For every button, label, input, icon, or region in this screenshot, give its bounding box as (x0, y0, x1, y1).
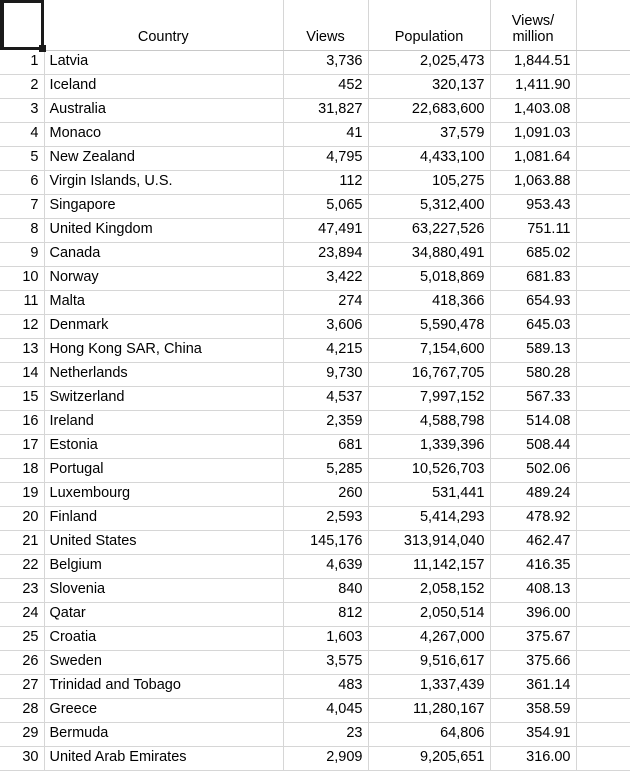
cell-blank[interactable] (576, 602, 630, 626)
header-cell-views-per-million[interactable] (490, 0, 576, 50)
cell-blank[interactable] (576, 722, 630, 746)
cell-country[interactable]: Latvia (44, 50, 283, 74)
cell-views-per-million[interactable]: 645.03 (490, 314, 576, 338)
table-row (0, 170, 630, 194)
table-row (0, 674, 630, 698)
cell-population[interactable]: 64,806 (368, 722, 490, 746)
table-row (0, 410, 630, 434)
header-row (0, 0, 630, 50)
cell-country[interactable]: Iceland (44, 74, 283, 98)
cell-views[interactable]: 4,215 (283, 338, 368, 362)
cell-views[interactable]: 47,491 (283, 218, 368, 242)
cell-blank[interactable] (576, 530, 630, 554)
cell-country[interactable]: Luxembourg (44, 482, 283, 506)
cell-population[interactable]: 63,227,526 (368, 218, 490, 242)
table-row (0, 242, 630, 266)
table-row (0, 506, 630, 530)
cell-views[interactable]: 1,603 (283, 626, 368, 650)
cell-views[interactable]: 31,827 (283, 98, 368, 122)
cell-row-number[interactable]: 24 (0, 602, 44, 626)
cell-blank[interactable] (576, 242, 630, 266)
cell-country[interactable]: Estonia (44, 434, 283, 458)
cell-country[interactable]: United Arab Emirates (44, 746, 283, 770)
cell-blank[interactable] (576, 674, 630, 698)
cell-views[interactable]: 2,593 (283, 506, 368, 530)
cell-views-per-million[interactable]: 589.13 (490, 338, 576, 362)
cell-blank[interactable] (576, 746, 630, 770)
cell-population[interactable]: 7,154,600 (368, 338, 490, 362)
cell-country[interactable]: Monaco (44, 122, 283, 146)
table-row (0, 74, 630, 98)
table-row (0, 314, 630, 338)
cell-population[interactable]: 4,433,100 (368, 146, 490, 170)
cell-row-number[interactable]: 26 (0, 650, 44, 674)
cell-views-per-million[interactable]: 508.44 (490, 434, 576, 458)
cell-views-per-million[interactable]: 751.11 (490, 218, 576, 242)
cell-views-per-million[interactable]: 489.24 (490, 482, 576, 506)
table-row (0, 458, 630, 482)
cell-views-per-million[interactable]: 1,403.08 (490, 98, 576, 122)
cell-views[interactable]: 23 (283, 722, 368, 746)
cell-blank[interactable] (576, 362, 630, 386)
cell-views-per-million[interactable]: 1,411.90 (490, 74, 576, 98)
cell-blank[interactable] (576, 434, 630, 458)
cell-row-number[interactable]: 30 (0, 746, 44, 770)
cell-row-number[interactable]: 14 (0, 362, 44, 386)
cell-row-number[interactable]: 13 (0, 338, 44, 362)
cell-row-number[interactable]: 6 (0, 170, 44, 194)
cell-views-per-million[interactable]: 514.08 (490, 410, 576, 434)
table-row (0, 338, 630, 362)
cell-population[interactable]: 9,205,651 (368, 746, 490, 770)
cell-blank[interactable] (576, 122, 630, 146)
cell-population[interactable]: 1,339,396 (368, 434, 490, 458)
cell-views-per-million[interactable]: 375.66 (490, 650, 576, 674)
header-cell-views[interactable]: Views (283, 0, 368, 50)
cell-row-number[interactable]: 10 (0, 266, 44, 290)
cell-views-per-million[interactable]: 462.47 (490, 530, 576, 554)
cell-population[interactable]: 2,025,473 (368, 50, 490, 74)
cell-views[interactable]: 145,176 (283, 530, 368, 554)
table-row (0, 122, 630, 146)
table-row (0, 266, 630, 290)
cell-blank[interactable] (576, 170, 630, 194)
cell-population[interactable]: 5,018,869 (368, 266, 490, 290)
cell-views[interactable]: 4,537 (283, 386, 368, 410)
cell-population[interactable]: 34,880,491 (368, 242, 490, 266)
cell-row-number[interactable]: 28 (0, 698, 44, 722)
cell-row-number[interactable]: 23 (0, 578, 44, 602)
cell-country[interactable]: Belgium (44, 554, 283, 578)
table-row (0, 746, 630, 770)
cell-country[interactable]: Trinidad and Tobago (44, 674, 283, 698)
cell-population[interactable]: 1,337,439 (368, 674, 490, 698)
table-row (0, 650, 630, 674)
cell-views-per-million[interactable]: 1,063.88 (490, 170, 576, 194)
cell-views[interactable]: 4,045 (283, 698, 368, 722)
table-row (0, 290, 630, 314)
cell-country[interactable]: Croatia (44, 626, 283, 650)
table-row (0, 722, 630, 746)
cell-blank[interactable] (576, 626, 630, 650)
cell-blank[interactable] (576, 458, 630, 482)
cell-views-per-million[interactable]: 358.59 (490, 698, 576, 722)
cell-blank[interactable] (576, 506, 630, 530)
cell-population[interactable]: 22,683,600 (368, 98, 490, 122)
cell-country[interactable]: Finland (44, 506, 283, 530)
cell-row-number[interactable]: 4 (0, 122, 44, 146)
cell-country[interactable]: Ireland (44, 410, 283, 434)
cell-country[interactable]: Denmark (44, 314, 283, 338)
cell-blank[interactable] (576, 554, 630, 578)
cell-views-per-million[interactable]: 654.93 (490, 290, 576, 314)
cell-views[interactable]: 840 (283, 578, 368, 602)
cell-row-number[interactable]: 15 (0, 386, 44, 410)
cell-blank[interactable] (576, 410, 630, 434)
cell-population[interactable]: 16,767,705 (368, 362, 490, 386)
table-body (0, 50, 630, 770)
cell-population[interactable]: 7,997,152 (368, 386, 490, 410)
table-row (0, 482, 630, 506)
cell-country[interactable]: Sweden (44, 650, 283, 674)
cell-views[interactable]: 2,909 (283, 746, 368, 770)
cell-population[interactable]: 5,312,400 (368, 194, 490, 218)
cell-views-per-million[interactable]: 567.33 (490, 386, 576, 410)
cell-views[interactable]: 3,736 (283, 50, 368, 74)
cell-population[interactable]: 313,914,040 (368, 530, 490, 554)
cell-views[interactable]: 4,795 (283, 146, 368, 170)
cell-views-per-million[interactable]: 416.35 (490, 554, 576, 578)
cell-country[interactable]: United Kingdom (44, 218, 283, 242)
cell-views-per-million[interactable]: 1,844.51 (490, 50, 576, 74)
cell-country[interactable]: Switzerland (44, 386, 283, 410)
table-row (0, 146, 630, 170)
table-row (0, 626, 630, 650)
cell-population[interactable]: 4,267,000 (368, 626, 490, 650)
table-row (0, 434, 630, 458)
cell-views-per-million[interactable]: 1,081.64 (490, 146, 576, 170)
cell-country[interactable]: Bermuda (44, 722, 283, 746)
cell-views-per-million[interactable]: 361.14 (490, 674, 576, 698)
cell-views[interactable]: 112 (283, 170, 368, 194)
cell-blank[interactable] (576, 266, 630, 290)
cell-row-number[interactable]: 27 (0, 674, 44, 698)
cell-views[interactable]: 9,730 (283, 362, 368, 386)
cell-row-number[interactable]: 29 (0, 722, 44, 746)
table-row (0, 362, 630, 386)
cell-row-number[interactable]: 12 (0, 314, 44, 338)
cell-views-per-million[interactable]: 408.13 (490, 578, 576, 602)
cell-views-per-million[interactable]: 396.00 (490, 602, 576, 626)
cell-country[interactable]: United States (44, 530, 283, 554)
cell-row-number[interactable]: 3 (0, 98, 44, 122)
table-header (0, 0, 630, 50)
cell-population[interactable]: 11,142,157 (368, 554, 490, 578)
cell-views[interactable]: 260 (283, 482, 368, 506)
cell-country[interactable]: Australia (44, 98, 283, 122)
cell-views[interactable]: 452 (283, 74, 368, 98)
table-row (0, 602, 630, 626)
cell-row-number[interactable]: 8 (0, 218, 44, 242)
cell-row-number[interactable]: 21 (0, 530, 44, 554)
cell-blank[interactable] (576, 482, 630, 506)
cell-population[interactable]: 11,280,167 (368, 698, 490, 722)
cell-views[interactable]: 3,422 (283, 266, 368, 290)
cell-country[interactable]: Norway (44, 266, 283, 290)
cell-population[interactable]: 531,441 (368, 482, 490, 506)
cell-views-per-million[interactable]: 478.92 (490, 506, 576, 530)
cell-blank[interactable] (576, 50, 630, 74)
cell-blank[interactable] (576, 98, 630, 122)
cell-views-per-million[interactable]: 502.06 (490, 458, 576, 482)
cell-population[interactable]: 37,579 (368, 122, 490, 146)
cell-country[interactable]: Virgin Islands, U.S. (44, 170, 283, 194)
header-views-per-million-line2: million (512, 28, 554, 45)
cell-views-per-million[interactable]: 685.02 (490, 242, 576, 266)
cell-blank[interactable] (576, 218, 630, 242)
cell-row-number[interactable]: 1 (0, 50, 44, 74)
cell-views[interactable]: 2,359 (283, 410, 368, 434)
cell-country[interactable]: Netherlands (44, 362, 283, 386)
cell-views[interactable]: 3,575 (283, 650, 368, 674)
cell-country[interactable]: New Zealand (44, 146, 283, 170)
header-cell-blank[interactable] (576, 0, 630, 50)
cell-population[interactable]: 9,516,617 (368, 650, 490, 674)
cell-views-per-million[interactable]: 681.83 (490, 266, 576, 290)
cell-views-per-million[interactable]: 375.67 (490, 626, 576, 650)
cell-views[interactable]: 681 (283, 434, 368, 458)
cell-blank[interactable] (576, 290, 630, 314)
cell-blank[interactable] (576, 194, 630, 218)
cell-population[interactable]: 2,058,152 (368, 578, 490, 602)
cell-population[interactable]: 10,526,703 (368, 458, 490, 482)
cell-country[interactable]: Slovenia (44, 578, 283, 602)
cell-views[interactable]: 3,606 (283, 314, 368, 338)
table-row (0, 386, 630, 410)
cell-country[interactable]: Canada (44, 242, 283, 266)
table-row (0, 98, 630, 122)
cell-country[interactable]: Hong Kong SAR, China (44, 338, 283, 362)
table-row (0, 530, 630, 554)
cell-blank[interactable] (576, 386, 630, 410)
cell-country[interactable]: Singapore (44, 194, 283, 218)
cell-views[interactable]: 274 (283, 290, 368, 314)
cell-views[interactable]: 41 (283, 122, 368, 146)
header-cell-country[interactable]: Country (44, 0, 283, 50)
cell-country[interactable]: Greece (44, 698, 283, 722)
table-row (0, 218, 630, 242)
cell-country[interactable]: Qatar (44, 602, 283, 626)
cell-row-number[interactable]: 19 (0, 482, 44, 506)
cell-population[interactable]: 5,590,478 (368, 314, 490, 338)
table-row (0, 554, 630, 578)
cell-blank[interactable] (576, 578, 630, 602)
cell-blank[interactable] (576, 314, 630, 338)
cell-row-number[interactable]: 7 (0, 194, 44, 218)
cell-row-number[interactable]: 18 (0, 458, 44, 482)
cell-views[interactable]: 5,065 (283, 194, 368, 218)
cell-views[interactable]: 4,639 (283, 554, 368, 578)
header-cell-selected-empty[interactable] (0, 0, 44, 50)
cell-views[interactable]: 5,285 (283, 458, 368, 482)
table-row (0, 194, 630, 218)
cell-views[interactable]: 483 (283, 674, 368, 698)
header-cell-population[interactable]: Population (368, 0, 490, 50)
cell-population[interactable]: 105,275 (368, 170, 490, 194)
cell-row-number[interactable]: 2 (0, 74, 44, 98)
table-row (0, 578, 630, 602)
table-row (0, 698, 630, 722)
cell-blank[interactable] (576, 698, 630, 722)
cell-blank[interactable] (576, 338, 630, 362)
cell-views[interactable]: 812 (283, 602, 368, 626)
table-row (0, 50, 630, 74)
cell-population[interactable]: 2,050,514 (368, 602, 490, 626)
cell-blank[interactable] (576, 650, 630, 674)
cell-row-number[interactable]: 17 (0, 434, 44, 458)
cell-blank[interactable] (576, 146, 630, 170)
cell-row-number[interactable]: 16 (0, 410, 44, 434)
cell-views-per-million[interactable]: 953.43 (490, 194, 576, 218)
cell-views[interactable]: 23,894 (283, 242, 368, 266)
cell-views-per-million[interactable]: 354.91 (490, 722, 576, 746)
cell-views-per-million[interactable]: 1,091.03 (490, 122, 576, 146)
cell-row-number[interactable]: 9 (0, 242, 44, 266)
cell-country[interactable]: Malta (44, 290, 283, 314)
cell-row-number[interactable]: 5 (0, 146, 44, 170)
cell-population[interactable]: 5,414,293 (368, 506, 490, 530)
cell-population[interactable]: 320,137 (368, 74, 490, 98)
cell-row-number[interactable]: 22 (0, 554, 44, 578)
cell-population[interactable]: 418,366 (368, 290, 490, 314)
cell-population[interactable]: 4,588,798 (368, 410, 490, 434)
cell-views-per-million[interactable]: 580.28 (490, 362, 576, 386)
cell-row-number[interactable]: 11 (0, 290, 44, 314)
cell-country[interactable]: Portugal (44, 458, 283, 482)
header-views-per-million-line1: Views/ (511, 12, 555, 29)
cell-row-number[interactable]: 20 (0, 506, 44, 530)
cell-views-per-million[interactable]: 316.00 (490, 746, 576, 770)
cell-row-number[interactable]: 25 (0, 626, 44, 650)
cell-blank[interactable] (576, 74, 630, 98)
